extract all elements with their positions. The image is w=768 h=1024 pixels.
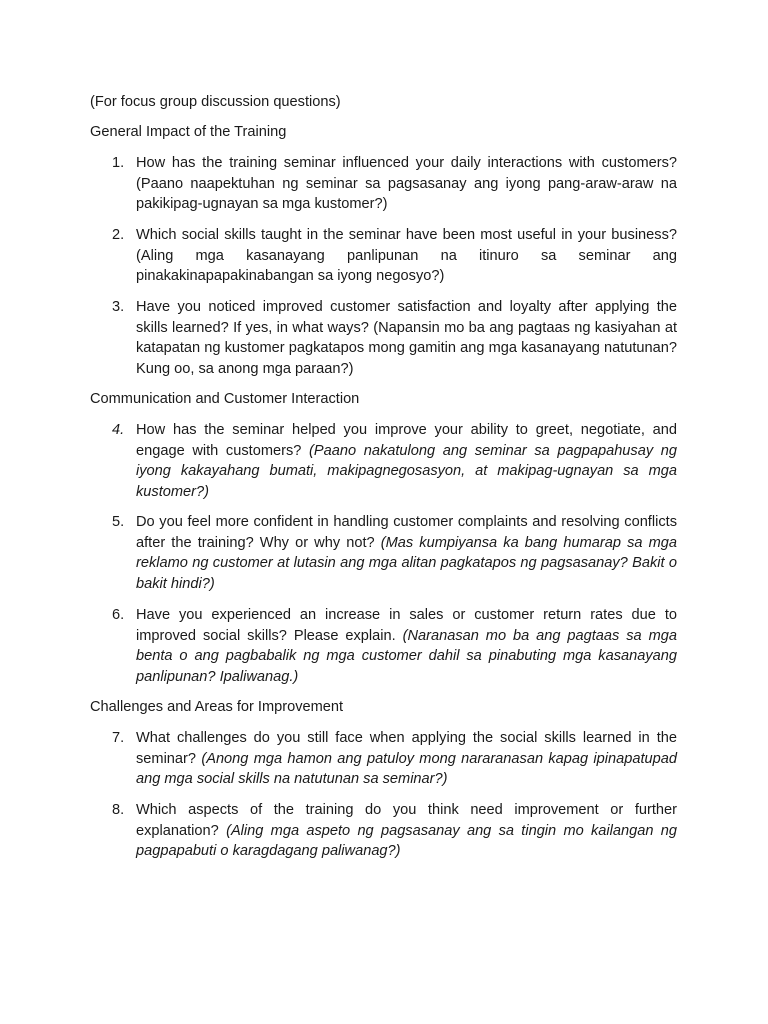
question-english: Have you experienced an increase in sales or customer return rates due to improved social skills? Please explain.: [136, 607, 677, 644]
question-filipino: (Napansin mo ba ang pagtaas ng kasiyahan at katapatan ng kustomer pagkatapos mong gamitin ang mga kasanayang natutunan? Kung oo, sa anong mga paraan?): [136, 319, 678, 377]
question-filipino: (Naranasan mo ba ang pagtaas sa mga benta o ang pagbabalik ng mga customer dahil sa pinabuting mga kasanayang panlipunan? Ipaliwanag.): [136, 627, 677, 685]
question-number: 7.: [112, 730, 125, 746]
question-number: 4.: [112, 422, 125, 438]
question-text: [136, 297, 677, 379]
question-english: How has the seminar helped you improve your ability to greet, negotiate, and engage with customers?: [136, 422, 677, 459]
question-number: 1.: [112, 155, 125, 171]
question-item-1: [112, 153, 677, 215]
question-filipino: (Mas kumpiyansa ka bang humarap sa mga reklamo ng customer at lutasin ang mga alitan pagkatapos ng pagsasanay? Bakit o bakit hindi?): [136, 534, 677, 592]
question-filipino: (Paano nakatulong ang seminar sa pagpapahusay ng iyong kakayahang bumati, makipagnegosasyon, at makipag-ugnayan sa mga kustomer?): [136, 442, 678, 500]
question-english: How has the training seminar influenced your daily interactions with customers?: [136, 155, 677, 171]
question-filipino: (Paano naapektuhan ng seminar sa pagsasanay ang iyong pang-araw-araw na pakikipag-ugnayan sa mga kustomer?): [136, 175, 677, 213]
question-number: 3.: [112, 299, 125, 315]
question-english: Have you noticed improved customer satisfaction and loyalty after applying the skills learned? If yes, in what ways?: [136, 299, 677, 336]
question-item-7: [112, 728, 677, 790]
question-filipino: (Anong mga hamon ang patuloy mong nararanasan kapag ipinapatupad ang mga social skills na natutunan sa seminar?): [136, 750, 678, 788]
question-filipino: (Aling mga aspeto ng pagsasanay ang sa tingin mo kailangan ng pagpapabuti o karagdagang paliwanag?): [136, 822, 678, 860]
question-number: 6.: [112, 607, 125, 623]
question-english: Which aspects of the training do you think need improvement or further explanation?: [136, 802, 677, 839]
question-item-3: [112, 297, 677, 379]
question-english: Which social skills taught in the seminar have been most useful in your business?: [136, 227, 677, 243]
question-text: [136, 420, 677, 502]
question-english: Do you feel more confident in handling customer complaints and resolving conflicts after the training? Why or why not?: [136, 514, 677, 551]
question-text: [136, 512, 677, 594]
question-text: [136, 728, 677, 790]
question-text: [136, 153, 677, 215]
question-item-5: [112, 512, 677, 594]
intro-note: (For focus group discussion questions): [90, 94, 341, 110]
section-heading-general-impact: General Impact of the Training: [90, 124, 287, 140]
question-text: [136, 605, 677, 687]
question-number: 8.: [112, 802, 125, 818]
question-item-2: [112, 225, 677, 287]
question-item-6: [112, 605, 677, 687]
section-heading-communication: Communication and Customer Interaction: [90, 391, 360, 407]
question-item-8: [112, 800, 677, 862]
question-filipino: (Aling mga kasanayang panlipunan na itinuro sa seminar ang pinakakinapapakinabangan sa iyong negosyo?): [136, 247, 677, 285]
section-heading-challenges: Challenges and Areas for Improvement: [90, 699, 344, 715]
question-number: 5.: [112, 514, 125, 530]
question-english: What challenges do you still face when applying the social skills learned in the seminar?: [136, 730, 677, 767]
question-item-4: [112, 420, 677, 502]
question-number: 2.: [112, 227, 125, 243]
question-text: [136, 225, 677, 287]
question-text: [136, 800, 677, 862]
